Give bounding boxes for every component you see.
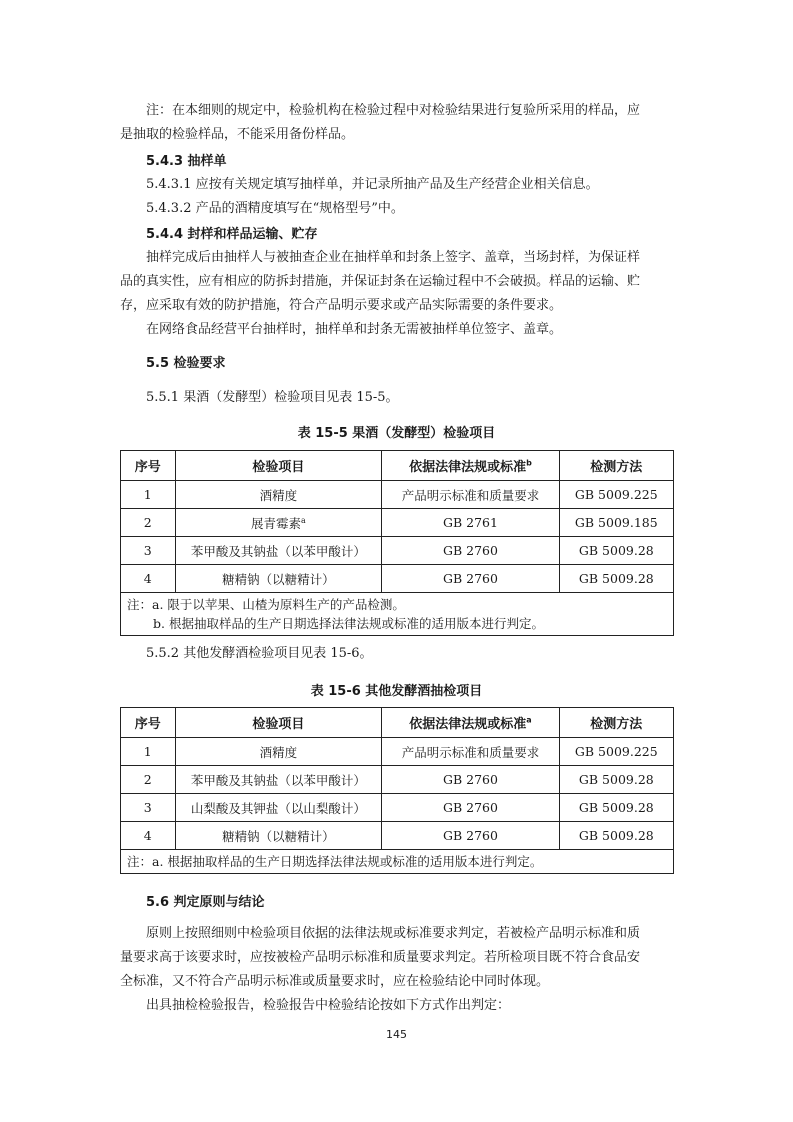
para-5-4-3-2: 5.4.3.2 产品的酒精度填写在“规格型号”中。: [146, 201, 404, 216]
table1-note-row: [121, 593, 674, 636]
table-cell-method: GB 5009.28: [559, 565, 673, 593]
para-5-4-4-line1: 抽样完成后由抽样人与被抽查企业在抽样单和封条上签字、盖章，当场封样，为保证样: [146, 250, 641, 265]
table-cell-item: 糖精钠（以糖精计）: [175, 565, 382, 593]
table2-header-no: 序号: [121, 708, 176, 738]
table-cell-method: GB 5009.28: [559, 537, 673, 565]
para-5-6-line1: 原则上按照细则中检验项目依据的法律法规或标准要求判定，若被检产品明示标准和质: [146, 926, 641, 941]
footnote-mark: a: [301, 515, 306, 525]
page-number: 145: [386, 1028, 407, 1041]
table-row: [121, 537, 674, 565]
heading-5-5: 5.5 检验要求: [146, 356, 226, 371]
table2-note-row: [121, 850, 674, 874]
heading-5-4-3: 5.4.3 抽样单: [146, 154, 227, 169]
table-cell-method: GB 5009.28: [559, 822, 673, 850]
table-cell-basis: GB 2761: [382, 509, 559, 537]
table2-header-sup: a: [526, 715, 532, 725]
table-cell-basis: 产品明示标准和质量要求: [382, 481, 559, 509]
table-cell-no: 1: [121, 481, 176, 509]
table1-header-sup: b: [526, 458, 532, 468]
table-cell-basis: GB 2760: [382, 766, 559, 794]
table-cell-no: 4: [121, 822, 176, 850]
para-5-5-1: 5.5.1 果酒（发酵型）检验项目见表 15-5。: [146, 390, 399, 405]
table-cell-method: GB 5009.28: [559, 766, 673, 794]
table2-header-row: [121, 708, 674, 738]
note-intro-line1: 注：在本细则的规定中，检验机构在检验过程中对检验结果进行复验所采用的样品，应: [146, 103, 641, 118]
table-row: [121, 509, 674, 537]
table1-note-b: b. 根据抽取样品的生产日期选择法律法规或标准的适用版本进行判定。: [153, 616, 544, 631]
para-5-4-4-line2: 品的真实性，应有相应的防拆封措施，并保证封条在运输过程中不会破损。样品的运输、贮: [120, 274, 641, 289]
table-cell-basis: 产品明示标准和质量要求: [382, 738, 559, 766]
para-5-6-line3: 全标准，又不符合产品明示标准或质量要求时，应在检验结论中同时体现。: [120, 974, 550, 989]
para-5-5-2: 5.5.2 其他发酵酒检验项目见表 15-6。: [146, 646, 373, 661]
table-cell-item: 苯甲酸及其钠盐（以苯甲酸计）: [175, 537, 382, 565]
table2-header-method: 检测方法: [559, 708, 673, 738]
table-cell-item: 糖精钠（以糖精计）: [175, 822, 382, 850]
table-cell-method: GB 5009.28: [559, 794, 673, 822]
heading-5-6: 5.6 判定原则与结论: [146, 895, 265, 910]
table-row: [121, 738, 674, 766]
table-cell-basis: GB 2760: [382, 822, 559, 850]
table-row: [121, 481, 674, 509]
table-row: [121, 822, 674, 850]
table-cell-item: 酒精度: [175, 738, 382, 766]
para-5-6-line2: 量要求高于该要求时，应按被检产品明示标准和质量要求判定。若所检项目既不符合食品安: [120, 950, 641, 965]
table-cell-basis: GB 2760: [382, 565, 559, 593]
table1-header-item: 检验项目: [175, 451, 382, 481]
table-cell-method: GB 5009.225: [559, 738, 673, 766]
table-cell-no: 2: [121, 766, 176, 794]
para-5-6-report: 出具抽检检验报告，检验报告中检验结论按如下方式作出判定：: [146, 998, 511, 1013]
table-cell-method: GB 5009.185: [559, 509, 673, 537]
table-cell-item: 展青霉素$^a$: [175, 509, 382, 537]
table2: [120, 707, 674, 874]
table-cell-no: 2: [121, 509, 176, 537]
table1-header-no: 序号: [121, 451, 176, 481]
table2-caption: 表 15-6 其他发酵酒抽检项目: [310, 684, 483, 699]
table1: [120, 450, 674, 636]
table1-header-row: [121, 451, 674, 481]
para-5-4-4-line3: 存，应采取有效的防护措施，符合产品明示要求或产品实际需要的条件要求。: [120, 298, 563, 313]
table-cell-basis: GB 2760: [382, 794, 559, 822]
table-cell-basis: GB 2760: [382, 537, 559, 565]
table2-header-item: 检验项目: [175, 708, 382, 738]
table1-header-method: 检测方法: [559, 451, 673, 481]
table2-header-basis: 依据法律法规或标准$^a$: [382, 708, 559, 738]
table2-note: 注：a. 根据抽取样品的生产日期选择法律法规或标准的适用版本进行判定。: [121, 850, 674, 874]
table-cell-item: 山梨酸及其钾盐（以山梨酸计）: [175, 794, 382, 822]
heading-5-4-4: 5.4.4 封样和样品运输、贮存: [146, 227, 318, 242]
table1-note-a: 注：a. 限于以苹果、山楂为原料生产的产品检测。: [127, 597, 405, 612]
table-cell-method: GB 5009.225: [559, 481, 673, 509]
table-row: [121, 565, 674, 593]
table-cell-no: 3: [121, 537, 176, 565]
note-intro-line2: 是抽取的检验样品，不能采用备份样品。: [120, 127, 355, 142]
table-cell-item: 苯甲酸及其钠盐（以苯甲酸计）: [175, 766, 382, 794]
para-5-4-4-online: 在网络食品经营平台抽样时，抽样单和封条无需被抽样单位签字、盖章。: [146, 322, 563, 337]
table-row: [121, 794, 674, 822]
para-5-4-3-1: 5.4.3.1 应按有关规定填写抽样单，并记录所抽产品及生产经营企业相关信息。: [146, 177, 599, 192]
table-cell-no: 3: [121, 794, 176, 822]
table1-note: [121, 593, 674, 636]
table1-caption: 表 15-5 果酒（发酵型）检验项目: [297, 426, 496, 441]
table-row: [121, 766, 674, 794]
table-cell-no: 1: [121, 738, 176, 766]
table1-header-basis: 依据法律法规或标准$^b$: [382, 451, 559, 481]
table-cell-no: 4: [121, 565, 176, 593]
table-cell-item: 酒精度: [175, 481, 382, 509]
